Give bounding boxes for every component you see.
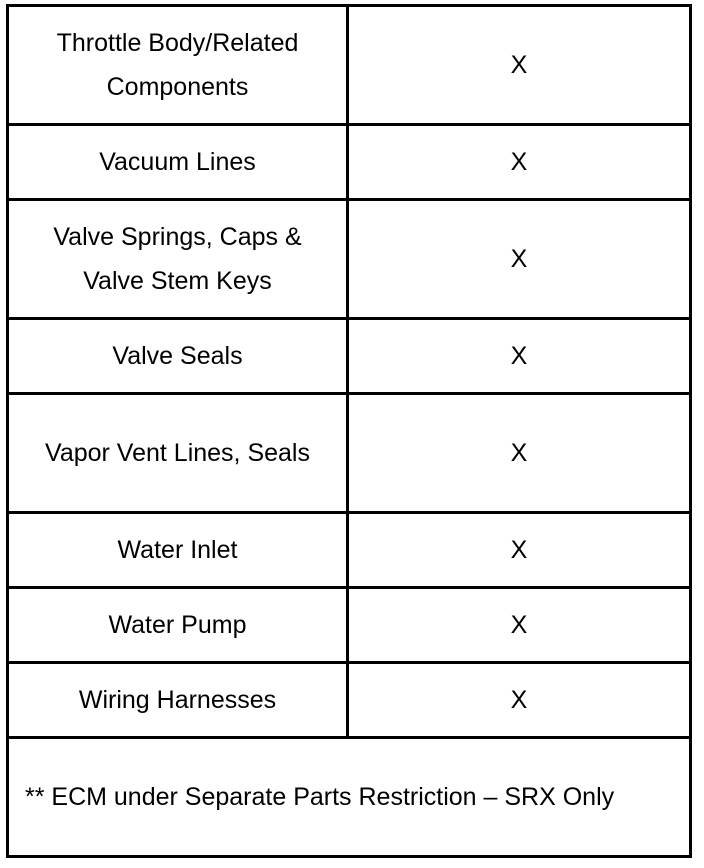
- part-name-cell: [8, 125, 348, 200]
- coverage-mark-cell: [348, 588, 691, 663]
- coverage-mark: X: [510, 439, 528, 467]
- footnote-cell: [8, 738, 691, 857]
- coverage-mark: X: [510, 536, 528, 564]
- parts-coverage-table: [6, 4, 692, 858]
- part-name-cell: [8, 319, 348, 394]
- part-name-cell: [8, 663, 348, 738]
- table-row: [8, 588, 691, 663]
- part-name-cell: [8, 200, 348, 319]
- coverage-mark-cell: [348, 125, 691, 200]
- part-name: Valve Springs, Caps & Valve Stem Keys: [53, 223, 302, 295]
- table-row: [8, 6, 691, 125]
- coverage-mark: X: [510, 148, 528, 176]
- part-name: Water Pump: [108, 611, 247, 639]
- part-name: Vapor Vent Lines, Seals: [45, 439, 310, 467]
- part-name-cell: [8, 513, 348, 588]
- table-row: [8, 663, 691, 738]
- part-name-cell: [8, 394, 348, 513]
- footnote-row: [8, 738, 691, 857]
- coverage-mark-cell: [348, 663, 691, 738]
- coverage-mark-cell: [348, 513, 691, 588]
- table-row: [8, 319, 691, 394]
- part-name: Wiring Harnesses: [78, 686, 277, 714]
- part-name: Water Inlet: [117, 536, 238, 564]
- part-name: Throttle Body/Related Components: [56, 29, 299, 101]
- part-name: Vacuum Lines: [99, 148, 256, 176]
- table-row: [8, 125, 691, 200]
- part-name-cell: [8, 588, 348, 663]
- coverage-mark: X: [510, 611, 528, 639]
- footnote-text: ** ECM under Separate Parts Restriction – SRX Only: [25, 783, 615, 811]
- table-row: [8, 513, 691, 588]
- table-row: [8, 200, 691, 319]
- coverage-mark-cell: [348, 319, 691, 394]
- coverage-mark-cell: [348, 6, 691, 125]
- coverage-mark-cell: [348, 394, 691, 513]
- part-name: Valve Seals: [112, 342, 243, 370]
- coverage-mark-cell: [348, 200, 691, 319]
- coverage-mark: X: [510, 686, 528, 714]
- part-name-cell: [8, 6, 348, 125]
- coverage-mark: X: [510, 51, 528, 79]
- coverage-mark: X: [510, 342, 528, 370]
- coverage-mark: X: [510, 245, 528, 273]
- table-row: [8, 394, 691, 513]
